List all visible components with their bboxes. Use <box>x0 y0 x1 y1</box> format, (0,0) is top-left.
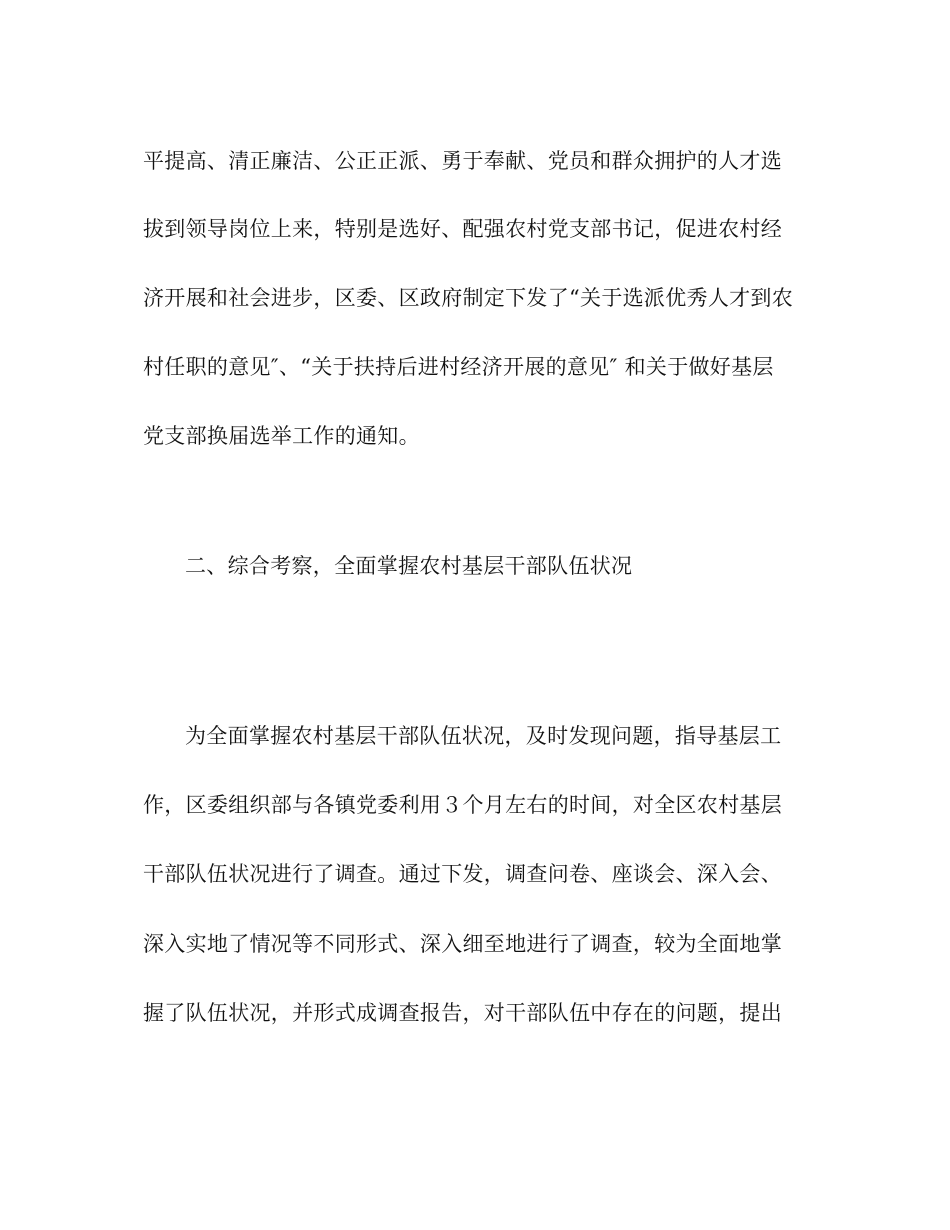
paragraph-1-line-3: 济开展和社会进步，区委、区政府制定下发了“关于选派优秀人才到农 <box>143 286 794 310</box>
paragraph-2-line-3: 干部队伍状况进行了调查。通过下发，调查问卷、座谈会、深入会、 <box>143 862 782 886</box>
paragraph-2-line-2: 作，区委组织部与各镇党委利用３个月左右的时间，对全区农村基层 <box>143 793 782 817</box>
section-heading: 二、综合考察，全面掌握农村基层干部队伍状况 <box>185 554 633 578</box>
paragraph-2-line-1: 为全面掌握农村基层干部队伍状况，及时发现问题，指导基层工 <box>185 724 782 748</box>
paragraph-1-line-4: 村任职的意见″、“关于扶持后进村经济开展的意见″ 和关于做好基层 <box>143 355 774 379</box>
paragraph-1-line-2: 拔到领导岗位上来，特别是选好、配强农村党支部书记，促进农村经 <box>143 217 782 241</box>
paragraph-1-line-5: 党支部换届选举工作的通知。 <box>143 424 420 448</box>
paragraph-1-line-1: 平提高、清正廉洁、公正正派、勇于奉献、党员和群众拥护的人才选 <box>143 149 782 173</box>
paragraph-2-line-4: 深入实地了情况等不同形式、深入细至地进行了调查，较为全面地掌 <box>143 932 782 956</box>
paragraph-2-line-5: 握了队伍状况，并形式成调查报告，对干部队伍中存在的问题，提出 <box>143 1001 782 1025</box>
